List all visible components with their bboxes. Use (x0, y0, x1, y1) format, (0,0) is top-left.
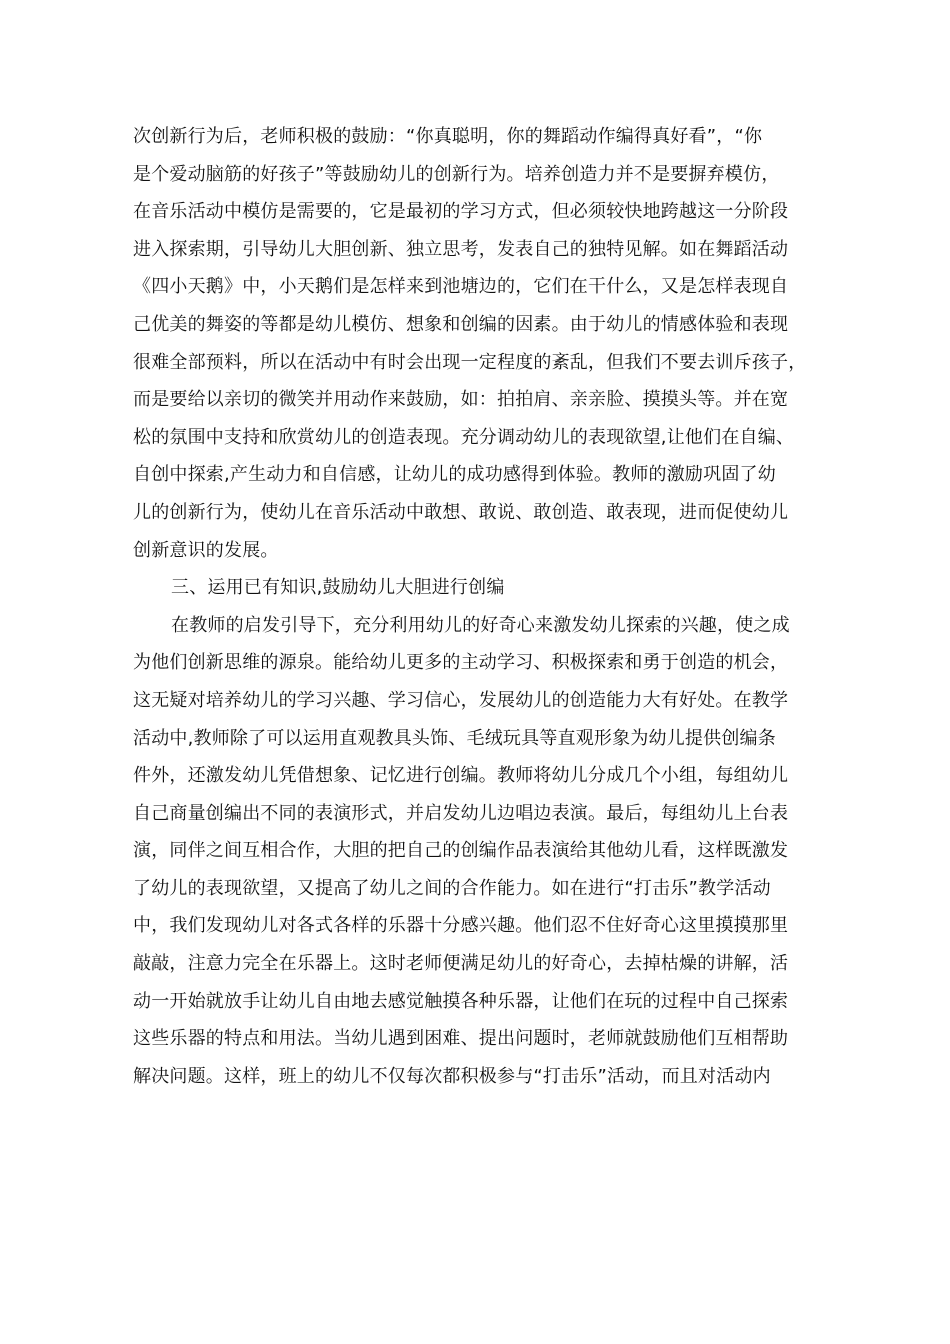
paragraph-line: 松的氛围中支持和欣赏幼儿的创造表现。充分调动幼儿的表现欲望,让他们在自编、 (133, 426, 795, 448)
paragraph-line: 创新意识的发展。 (133, 539, 279, 561)
paragraph-line: 中，我们发现幼儿对各式各样的乐器十分感兴趣。他们忍不住好奇心这里摸摸那里 (133, 915, 789, 937)
paragraph-2 (133, 607, 825, 1096)
paragraph-line: 《四小天鹅》中，小天鹅们是怎样来到池塘边的，它们在干什么，又是怎样表现自 (133, 276, 789, 298)
paragraph-1 (133, 118, 825, 569)
paragraph-line: 了幼儿的表现欲望，又提高了幼儿之间的合作能力。如在进行“打击乐”教学活动 (133, 877, 771, 899)
section-heading: 三、运用已有知识,鼓励幼儿大胆进行创编 (171, 577, 505, 599)
paragraph-line: 件外，还激发幼儿凭借想象、记忆进行创编。教师将幼儿分成几个小组，每组幼儿 (133, 765, 789, 787)
paragraph-line: 这无疑对培养幼儿的学习兴趣、学习信心，发展幼儿的创造能力大有好处。在教学 (133, 689, 789, 711)
paragraph-line: 很难全部预料，所以在活动中有时会出现一定程度的紊乱，但我们不要去训斥孩子， (133, 351, 807, 373)
paragraph-line: 这些乐器的特点和用法。当幼儿遇到困难、提出问题时，老师就鼓励他们互相帮助 (133, 1028, 789, 1050)
paragraph-line: 演，同伴之间互相合作，大胆的把自己的创编作品表演给其他幼儿看，这样既激发 (133, 840, 789, 862)
paragraph-line: 进入探索期，引导幼儿大胆创新、独立思考，发表自己的独特见解。如在舞蹈活动 (133, 238, 789, 260)
paragraph-line: 敲敲，注意力完全在乐器上。这时老师便满足幼儿的好奇心，去掉枯燥的讲解，活 (133, 953, 789, 975)
paragraph-line: 儿的创新行为，使幼儿在音乐活动中敢想、敢说、敢创造、敢表现，进而促使幼儿 (133, 501, 789, 523)
body-text (133, 118, 825, 1095)
paragraph-line: 自创中探索,产生动力和自信感，让幼儿的成功感得到体验。教师的激励巩固了幼 (133, 464, 776, 486)
paragraph-line: 为他们创新思维的源泉。能给幼儿更多的主动学习、积极探索和勇于创造的机会， (133, 652, 789, 674)
paragraph-line: 而是要给以亲切的微笑并用动作来鼓励，如：拍拍肩、亲亲脸、摸摸头等。并在宽 (133, 389, 789, 411)
paragraph-line: 解决问题。这样，班上的幼儿不仅每次都积极参与“打击乐”活动，而且对活动内 (133, 1065, 771, 1087)
paragraph-line: 在教师的启发引导下，充分利用幼儿的好奇心来激发幼儿探索的兴趣，使之成 (171, 614, 790, 636)
paragraph-line: 次创新行为后，老师积极的鼓励：“你真聪明，你的舞蹈动作编得真好看”，“你 (133, 126, 763, 147)
paragraph-line: 己优美的舞姿的等都是幼儿模仿、想象和创编的因素。由于幼儿的情感体验和表现 (133, 313, 789, 335)
paragraph-line: 活动中,教师除了可以运用直观教具头饰、毛绒玩具等直观形象为幼儿提供创编条 (133, 727, 776, 749)
paragraph-line: 动一开始就放手让幼儿自由地去感觉触摸各种乐器，让他们在玩的过程中自己探索 (133, 990, 789, 1012)
paragraph-line: 在音乐活动中模仿是需要的，它是最初的学习方式，但必须较快地跨越这一分阶段 (133, 201, 789, 223)
paragraph-line: 是个爱动脑筋的好孩子”等鼓励幼儿的创新行为。培养创造力并不是要摒弃模仿， (133, 163, 780, 185)
paragraph-line: 自己商量创编出不同的表演形式，并启发幼儿边唱边表演。最后，每组幼儿上台表 (133, 802, 789, 824)
